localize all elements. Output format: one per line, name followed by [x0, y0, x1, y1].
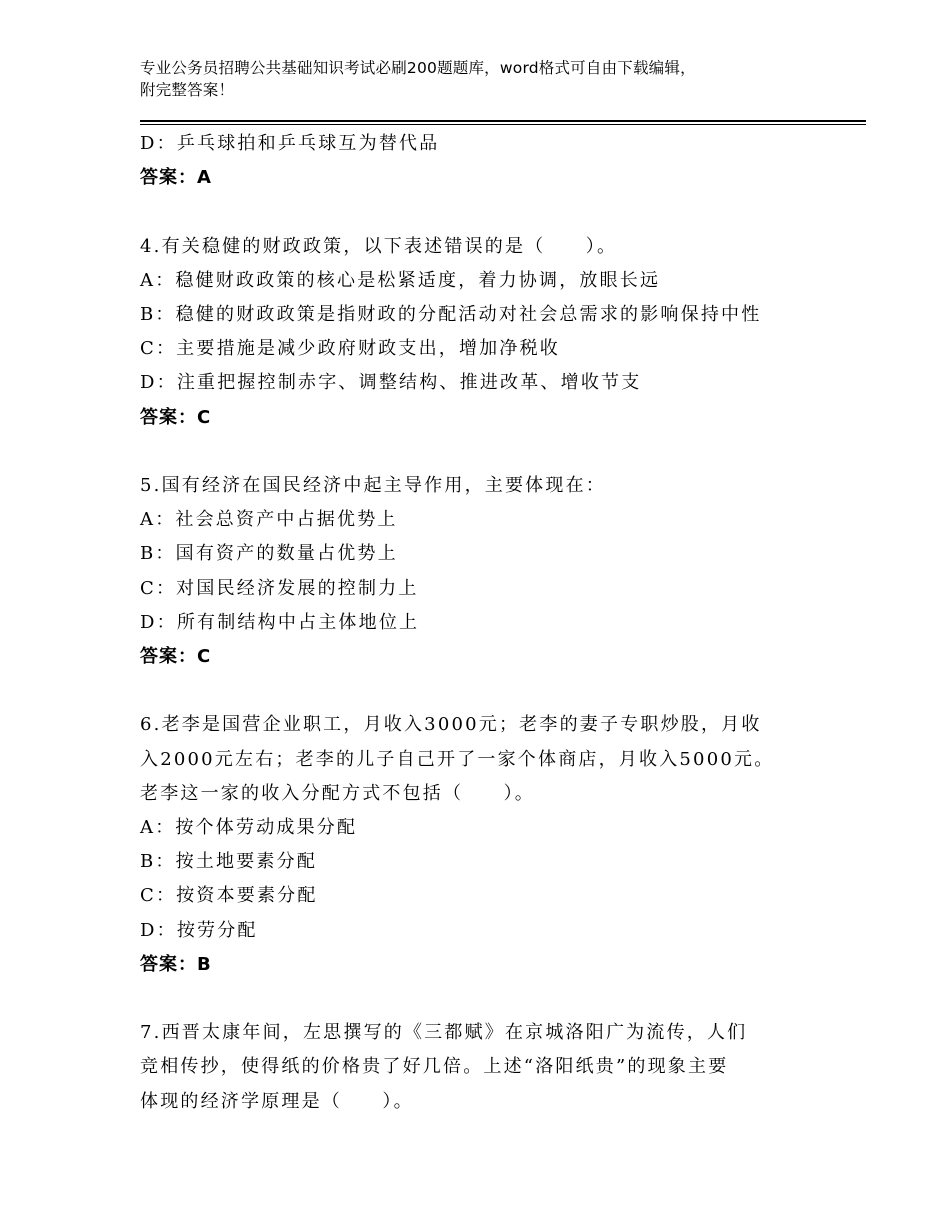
answer: 答案：C: [140, 646, 212, 668]
header-rule: [140, 120, 866, 122]
option-d: D：注重把握控制赤字、调整结构、推进改革、增收节支: [140, 372, 642, 394]
answer: 答案：B: [140, 953, 212, 975]
option-d: D：乒乓球拍和乒乓球互为替代品: [140, 133, 440, 154]
question-stem-line: 6.老李是国营企业职工，月收入3000元；老李的妻子专职炒股，月收: [140, 714, 762, 736]
header-rule: [140, 124, 866, 125]
question-stem-line: 入2000元左右；老李的儿子自己开了一家个体商店，月收入5000元。: [140, 748, 775, 770]
question-stem-line: 7.西晋太康年间，左思撰写的《三都赋》在京城洛阳广为流传，人们: [140, 1022, 748, 1044]
spacer: [140, 195, 820, 229]
spacer: [140, 674, 820, 708]
option-d: D：按劳分配: [140, 919, 258, 941]
option-b: B：稳健的财政政策是指财政的分配活动对社会总需求的影响保持中性: [140, 304, 762, 325]
page-header: [140, 57, 820, 101]
question-list: [140, 127, 820, 1119]
option-c: C：主要措施是减少政府财政支出，增加净税收: [140, 338, 560, 360]
question-stem-line: 老李这一家的收入分配方式不包括（ ）。: [140, 782, 535, 804]
option-d: D：所有制结构中占主体地位上: [140, 611, 420, 633]
answer: 答案：C: [140, 406, 212, 428]
question-stem: 5.国有经济在国民经济中起主导作用，主要体现在：: [140, 475, 606, 496]
question-stem: 4.有关稳健的财政政策，以下表述错误的是（ ）。: [140, 235, 618, 257]
spacer: [140, 435, 820, 469]
header-line: 专业公务员招聘公共基础知识考试必刷200题题库，word格式可自由下载编辑，: [140, 59, 696, 77]
header-line: 附完整答案！: [140, 81, 235, 99]
option-c: C：对国民经济发展的控制力上: [140, 577, 419, 599]
option-b: B：国有资产的数量占优势上: [140, 543, 398, 565]
option-b: B：按土地要素分配: [140, 851, 318, 873]
answer: 答案：A: [140, 167, 212, 189]
spacer: [140, 982, 820, 1016]
question-6: [140, 708, 820, 982]
option-a: A：按个体劳动成果分配: [140, 817, 358, 839]
question-stem-line: 竞相传抄，使得纸的价格贵了好几倍。上述“洛阳纸贵”的现象主要: [140, 1056, 729, 1078]
question-4: [140, 230, 820, 435]
question-stem-line: 体现的经济学原理是（ ）。: [140, 1090, 414, 1112]
question-7: [140, 1016, 820, 1119]
option-a: A：社会总资产中占据优势上: [140, 509, 398, 531]
option-a: A：稳健财政政策的核心是松紧适度，着力协调，放眼长远: [140, 269, 661, 291]
option-c: C：按资本要素分配: [140, 885, 318, 907]
question-5: [140, 469, 820, 674]
